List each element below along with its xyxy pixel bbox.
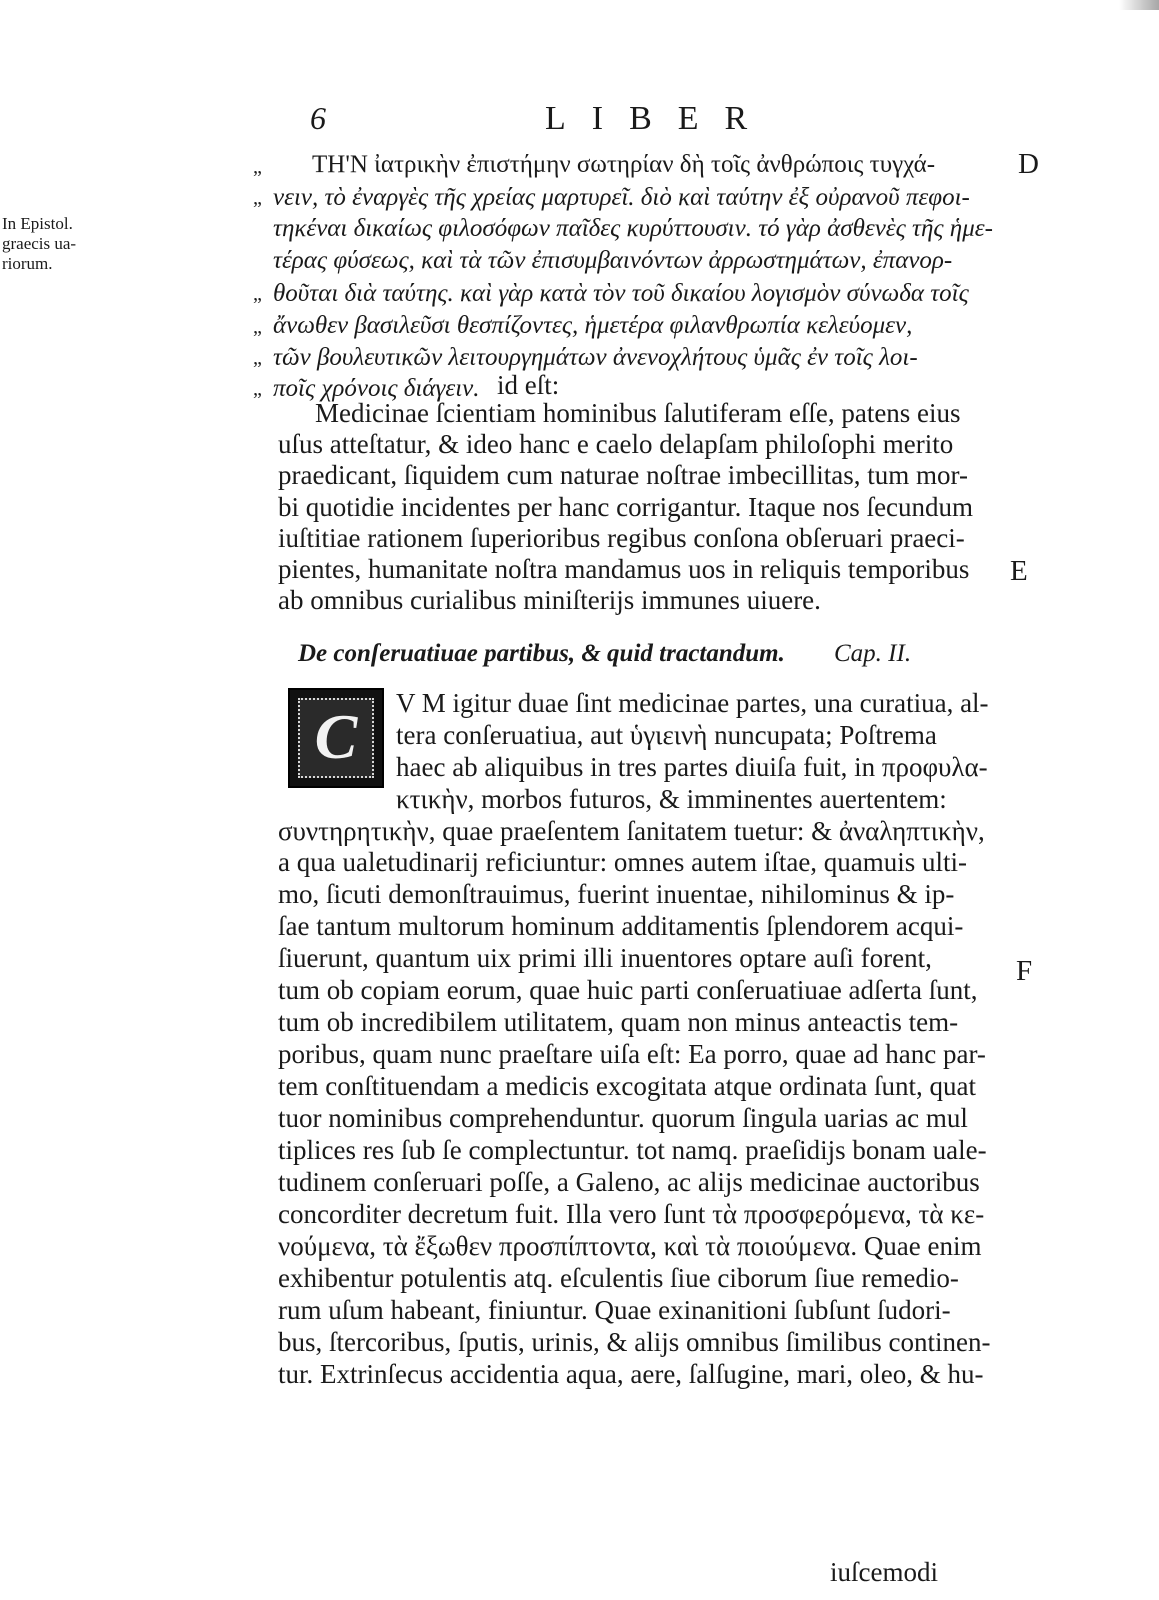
body-line: tem conſtituendam a medicis excogitata atque ordinata ſunt, quat <box>278 1071 977 1101</box>
page-number: 6 <box>310 100 326 136</box>
body-line: haec ab aliquibus in tres partes diuiſa fuit, in προφυλα- <box>396 752 988 782</box>
greek-line: τῶν βουλευτικῶν λειτουργημάτων ἀνενοχλήτους ὑμᾶς ἐν τοῖς λοι- <box>273 344 918 371</box>
latin-line: praedicant, ſiquidem cum naturae noſtrae imbecillitas, tum mor- <box>278 460 968 490</box>
body-line: exhibentur potulentis atq. eſculentis ſiue ciborum ſiue remedio- <box>278 1263 959 1293</box>
body-line: V M igitur duae ſint medicinae partes, una curatiua, al- <box>396 688 989 718</box>
body-line: tiplices res ſub ſe complectuntur. tot namq. praeſidijs bonam uale- <box>278 1135 987 1165</box>
latin-line: pientes, humanitate noſtra mandamus uos in reliquis temporibus <box>278 554 970 584</box>
margin-letter-f: F <box>1016 955 1033 987</box>
greek-line: ΤΗ'Ν ἰατρικὴν ἐπιστήμην σωτηρίαν δὴ τοῖς ἀνθρώποις τυγχά- <box>312 151 936 178</box>
latin-line: iuſtitiae rationem ſuperioribus regibus conſona obſeruari praeci- <box>278 523 965 553</box>
quote-mark: „ <box>253 283 262 305</box>
catchword: iuſcemodi <box>830 1557 938 1587</box>
greek-line: ποῖς χρόνοις διάγειν. <box>273 375 480 402</box>
page-header <box>310 100 810 140</box>
body-line: ſiuerunt, quantum uix primi illi inuentores optare auſi forent, <box>278 943 932 973</box>
latin-line: Medicinae ſcientiam hominibus ſalutiferam eſſe, patens eius <box>315 398 961 428</box>
chapter-heading <box>298 640 978 672</box>
body-line: rum uſum habeant, finiuntur. Quae exinanitioni ſubſunt ſudori- <box>278 1295 951 1325</box>
margin-note-line: graecis ua- <box>2 234 77 253</box>
body-line: κτικὴν, morbos futuros, & imminentes auertentem: <box>396 784 947 814</box>
body-line: tudinem conſeruari poſſe, a Galeno, ac alijs medicinae auctoribus <box>278 1167 980 1197</box>
quote-mark: „ <box>253 187 262 209</box>
body-line: tera conſeruatiua, aut ὑγιεινὴ nuncupata; Poſtrema <box>396 720 937 750</box>
greek-line: θοῦται διὰ ταύτης. καὶ γὰρ κατὰ τὸν τοῦ δικαίου λογισμὸν σύνωδα τοῖς <box>273 280 969 307</box>
quote-mark: „ <box>253 156 262 178</box>
initial-letter: C <box>314 701 358 772</box>
body-line: bus, ſtercoribus, ſputis, urinis, & alijs omnibus ſimilibus continen- <box>278 1327 991 1357</box>
decorated-initial <box>288 688 384 788</box>
body-line: a qua ualetudinarij reficiuntur: omnes autem iſtae, quamuis ulti- <box>278 847 968 877</box>
body-line: συντηρητικὴν, quae praeſentem ſanitatem tuetur: & ἀναληπτικὴν, <box>278 816 985 846</box>
margin-note-line: riorum. <box>2 254 53 273</box>
quote-mark: „ <box>253 378 262 400</box>
running-head: LIBER <box>545 100 774 137</box>
latin-line: bi quotidie incidentes per hanc corrigantur. Itaque nos ſecundum <box>278 492 974 522</box>
margin-letter-d: D <box>1018 148 1039 180</box>
greek-line: τηκέναι δικαίως φιλοσόφων παῖδες κυρύττουσιν. τό γὰρ ἀσθενὲς τῆς ἡμε- <box>273 215 993 242</box>
body-line: tuor nominibus comprehenduntur. quorum ſingula uarias ac mul <box>278 1103 968 1133</box>
body-line: ſae tantum multorum hominum additamentis ſplendorem acqui- <box>278 911 964 941</box>
greek-line: τέρας φύσεως, καὶ τὰ τῶν ἐπισυμβαινόντων ἀρρωστημάτων, ἐπανορ- <box>273 247 953 274</box>
body-line: concorditer decretum fuit. Illa vero ſunt τὰ προσφερόμενα, τὰ κε- <box>278 1199 985 1229</box>
body-line: poribus, quam nunc praeſtare uiſa eſt: Ea porro, quae ad hanc par- <box>278 1039 986 1069</box>
margin-note-line: In Epistol. <box>2 214 73 233</box>
body-line: tum ob copiam eorum, quae huic parti conſeruatiuae adſerta ſunt, <box>278 975 978 1005</box>
greek-line: ἄνωθεν βασιλεῦσι θεσπίζοντες, ἡμετέρα φιλανθρωπία κελεύομεν, <box>273 312 913 339</box>
chapter-number: Cap. II. <box>834 640 912 667</box>
body-line: tur. Extrinſecus accidentia aqua, aere, ſalſugine, mari, oleo, & hu- <box>278 1359 984 1389</box>
quote-mark: „ <box>253 316 262 338</box>
body-line: νούμενα, τὰ ἔξωθεν προσπίπτοντα, καὶ τὰ ποιούμενα. Quae enim <box>278 1231 982 1261</box>
latin-line: uſus atteſtatur, & ideo hanc e caelo delapſam philoſophi merito <box>278 429 954 459</box>
latin-line: ab omnibus curialibus miniſterijs immunes uiuere. <box>278 585 821 615</box>
greek-line: νειν, τὸ ἐναργὲς τῆς χρείας μαρτυρεῖ. διὸ καὶ ταύτην ἐξ οὐρανοῦ πεφοι- <box>273 184 970 211</box>
quote-mark: „ <box>253 347 262 369</box>
body-line: mo, ſicuti demonſtrauimus, fuerint inuentae, nihilominus & ip- <box>278 879 955 909</box>
id-est: id eſt: <box>497 370 560 400</box>
margin-letter-e: E <box>1010 555 1028 587</box>
margin-note <box>2 214 102 274</box>
body-line: tum ob incredibilem utilitatem, quam non minus anteactis tem- <box>278 1007 959 1037</box>
chapter-title: De conſeruatiuae partibus, & quid tractandum. <box>298 640 785 667</box>
page-corner-smudge <box>1119 0 1159 10</box>
